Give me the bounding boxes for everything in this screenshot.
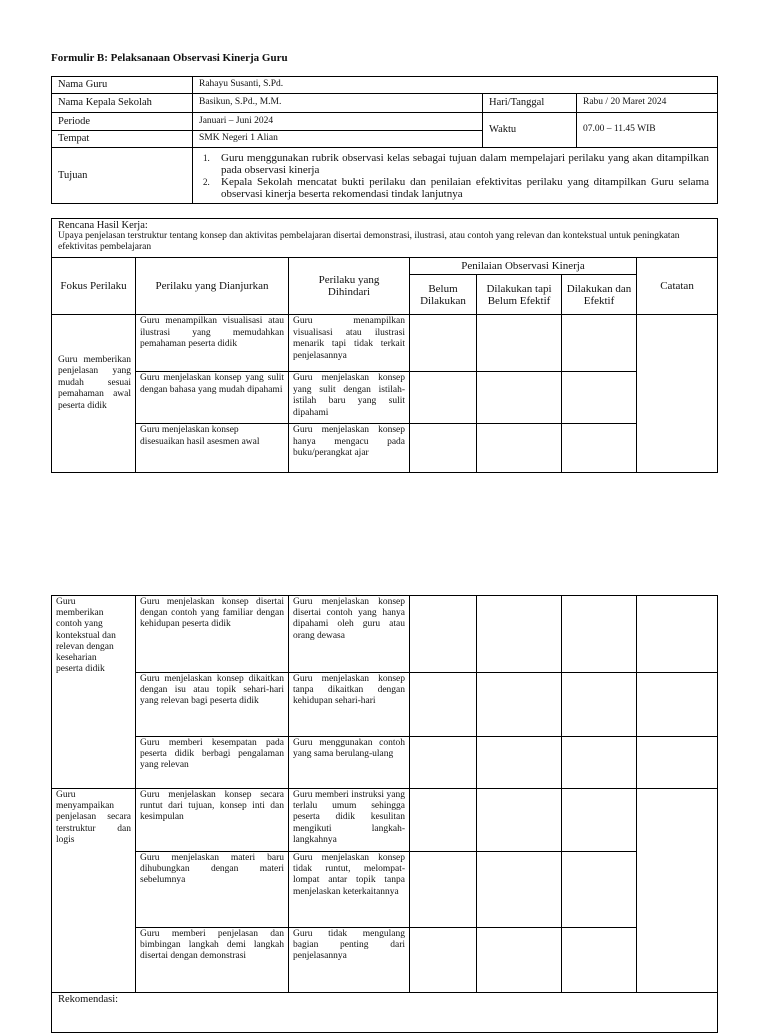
perilaku-dianjurkan-cell: Guru menjelaskan konsep dikaitkan dengan isu atau topik sehari-hari yang relevan bagi peserta didik	[136, 673, 289, 737]
rencana-title: Rencana Hasil Kerja:	[58, 220, 148, 231]
periode-label: Periode	[52, 113, 193, 131]
rating-tapi-belum-cell[interactable]	[477, 789, 562, 852]
header-belum-dilakukan: Belum Dilakukan	[410, 275, 477, 315]
tempat-label: Tempat	[52, 131, 193, 148]
rating-tapi-belum-cell[interactable]	[477, 673, 562, 737]
tujuan-list	[193, 152, 717, 200]
rating-tapi-belum-cell[interactable]	[477, 737, 562, 789]
catatan-cell[interactable]	[637, 596, 718, 673]
rating-belum-cell[interactable]	[410, 673, 477, 737]
rating-tapi-belum-cell[interactable]	[477, 928, 562, 993]
perilaku-dianjurkan-cell: Guru menjelaskan konsep disesuaikan hasil asesmen awal	[136, 424, 289, 473]
nama-guru-value: Rahayu Susanti, S.Pd.	[193, 77, 718, 94]
rekomendasi-cell[interactable]	[52, 993, 718, 1033]
perilaku-dianjurkan-cell: Guru menjelaskan materi baru dihubungkan dengan materi sebelumnya	[136, 852, 289, 928]
perilaku-dihindari-cell: Guru menjelaskan konsep tidak runtut, melompat-lompat antar topik tanpa menjelaskan keterkaitannya	[289, 852, 410, 928]
rating-efektif-cell[interactable]	[562, 424, 637, 473]
header-catatan: Catatan	[637, 258, 718, 315]
perilaku-dianjurkan-cell: Guru memberi penjelasan dan bimbingan langkah demi langkah disertai dengan demonstrasi	[136, 928, 289, 993]
waktu-value: 07.00 – 11.45 WIB	[577, 113, 718, 148]
rating-belum-cell[interactable]	[410, 737, 477, 789]
perilaku-dihindari-cell: Guru menjelaskan konsep disertai contoh yang hanya dipahami oleh guru atau orang dewasa	[289, 596, 410, 673]
perilaku-dihindari-cell: Guru menjelaskan konsep hanya mengacu pada buku/perangkat ajar	[289, 424, 410, 473]
catatan-cell[interactable]	[637, 315, 718, 473]
rating-tapi-belum-cell[interactable]	[477, 852, 562, 928]
tujuan-item	[193, 152, 717, 176]
rating-belum-cell[interactable]	[410, 928, 477, 993]
observation-table-top	[51, 218, 718, 473]
perilaku-dianjurkan-cell: Guru menjelaskan konsep secara runtut dari tujuan, konsep inti dan kesimpulan	[136, 789, 289, 852]
tujuan-item-number: 1.	[203, 152, 210, 163]
fokus-perilaku-cell: Guru memberikan contoh yang kontekstual dan relevan dengan keseharian peserta didik	[52, 596, 136, 789]
kepala-sekolah-value: Basikun, S.Pd., M.M.	[193, 94, 483, 113]
header-dilakukan-tapi-belum-efektif: Dilakukan tapi Belum Efektif	[477, 275, 562, 315]
perilaku-dianjurkan-cell: Guru menjelaskan konsep yang sulit dengan bahasa yang mudah dipahami	[136, 372, 289, 424]
form-title: Formulir B: Pelaksanaan Observasi Kinerja Guru	[51, 52, 288, 64]
header-perilaku-dihindari: Perilaku yang Dihindari	[289, 258, 410, 315]
catatan-cell[interactable]	[637, 673, 718, 737]
rencana-hasil-kerja	[52, 219, 718, 258]
perilaku-dihindari-cell: Guru menampilkan visualisasi atau ilustrasi menarik tapi tidak terkait penjelasannya	[289, 315, 410, 372]
periode-value: Januari – Juni 2024	[193, 113, 483, 131]
rating-efektif-cell[interactable]	[562, 737, 637, 789]
fokus-perilaku-cell: Guru menyampaikan penjelasan secara terstruktur dan logis	[52, 789, 136, 993]
catatan-cell[interactable]	[637, 737, 718, 789]
rating-efektif-cell[interactable]	[562, 789, 637, 852]
tempat-value: SMK Negeri 1 Alian	[193, 131, 483, 148]
rating-belum-cell[interactable]	[410, 424, 477, 473]
identity-table	[51, 76, 718, 204]
perilaku-dihindari-cell: Guru menjelaskan konsep yang sulit dengan istilah-istilah baru yang sulit dipahami	[289, 372, 410, 424]
perilaku-dihindari-cell: Guru menggunakan contoh yang sama berulang-ulang	[289, 737, 410, 789]
rating-efektif-cell[interactable]	[562, 315, 637, 372]
header-fokus-perilaku: Fokus Perilaku	[52, 258, 136, 315]
rating-efektif-cell[interactable]	[562, 372, 637, 424]
perilaku-dihindari-cell: Guru tidak mengulang bagian penting dari penjelasannya	[289, 928, 410, 993]
hari-tanggal-label: Hari/Tanggal	[483, 94, 577, 113]
header-penilaian: Penilaian Observasi Kinerja	[410, 258, 637, 275]
tujuan-cell	[193, 148, 718, 204]
perilaku-dianjurkan-cell: Guru menjelaskan konsep disertai dengan contoh yang familiar dengan kehidupan peserta didik	[136, 596, 289, 673]
rencana-text: Upaya penjelasan terstruktur tentang konsep dan aktivitas pembelajaran disertai demonstrasi, ilustrasi, atau contoh yang relevan dan kontekstual untuk peningkatan efektivitas pembelajaran	[58, 231, 680, 252]
perilaku-dianjurkan-cell: Guru menampilkan visualisasi atau ilustrasi yang memudahkan pemahaman peserta didik	[136, 315, 289, 372]
rating-tapi-belum-cell[interactable]	[477, 315, 562, 372]
kepala-sekolah-label: Nama Kepala Sekolah	[52, 94, 193, 113]
tujuan-item-text: Guru menggunakan rubrik observasi kelas sebagai tujuan dalam mempelajari perilaku yang akan ditampilkan pada observasi kinerja	[221, 151, 710, 176]
rating-efektif-cell[interactable]	[562, 673, 637, 737]
rating-belum-cell[interactable]	[410, 596, 477, 673]
rating-efektif-cell[interactable]	[562, 928, 637, 993]
hari-tanggal-value: Rabu / 20 Maret 2024	[577, 94, 718, 113]
tujuan-label: Tujuan	[52, 148, 193, 204]
fokus-perilaku-cell: Guru memberikan penjelasan yang mudah sesuai pemahaman awal peserta didik	[52, 315, 136, 473]
rating-belum-cell[interactable]	[410, 315, 477, 372]
observation-table-continued	[51, 595, 718, 1033]
header-perilaku-dianjurkan: Perilaku yang Dianjurkan	[136, 258, 289, 315]
rating-tapi-belum-cell[interactable]	[477, 372, 562, 424]
perilaku-dianjurkan-cell: Guru memberi kesempatan pada peserta didik berbagi pengalaman yang relevan	[136, 737, 289, 789]
rating-belum-cell[interactable]	[410, 372, 477, 424]
nama-guru-label: Nama Guru	[52, 77, 193, 94]
perilaku-dihindari-cell: Guru memberi instruksi yang terlalu umum sehingga peserta didik kesulitan mengikuti langkah-langkahnya	[289, 789, 410, 852]
rekomendasi-label: Rekomendasi:	[58, 994, 119, 1005]
tujuan-item-text: Kepala Sekolah mencatat bukti perilaku dan penilaian efektivitas perilaku yang ditampilkan Guru selama observasi kinerja beserta rekomendasi tindak lanjutnya	[221, 175, 710, 200]
rating-tapi-belum-cell[interactable]	[477, 424, 562, 473]
perilaku-dihindari-cell: Guru menjelaskan konsep tanpa dikaitkan dengan kehidupan sehari-hari	[289, 673, 410, 737]
tujuan-item-number: 2.	[203, 176, 210, 187]
rating-belum-cell[interactable]	[410, 852, 477, 928]
rating-efektif-cell[interactable]	[562, 596, 637, 673]
rating-tapi-belum-cell[interactable]	[477, 596, 562, 673]
waktu-label: Waktu	[483, 113, 577, 148]
rating-efektif-cell[interactable]	[562, 852, 637, 928]
tujuan-item	[193, 176, 717, 200]
catatan-cell[interactable]	[637, 789, 718, 993]
header-dilakukan-dan-efektif: Dilakukan dan Efektif	[562, 275, 637, 315]
rating-belum-cell[interactable]	[410, 789, 477, 852]
